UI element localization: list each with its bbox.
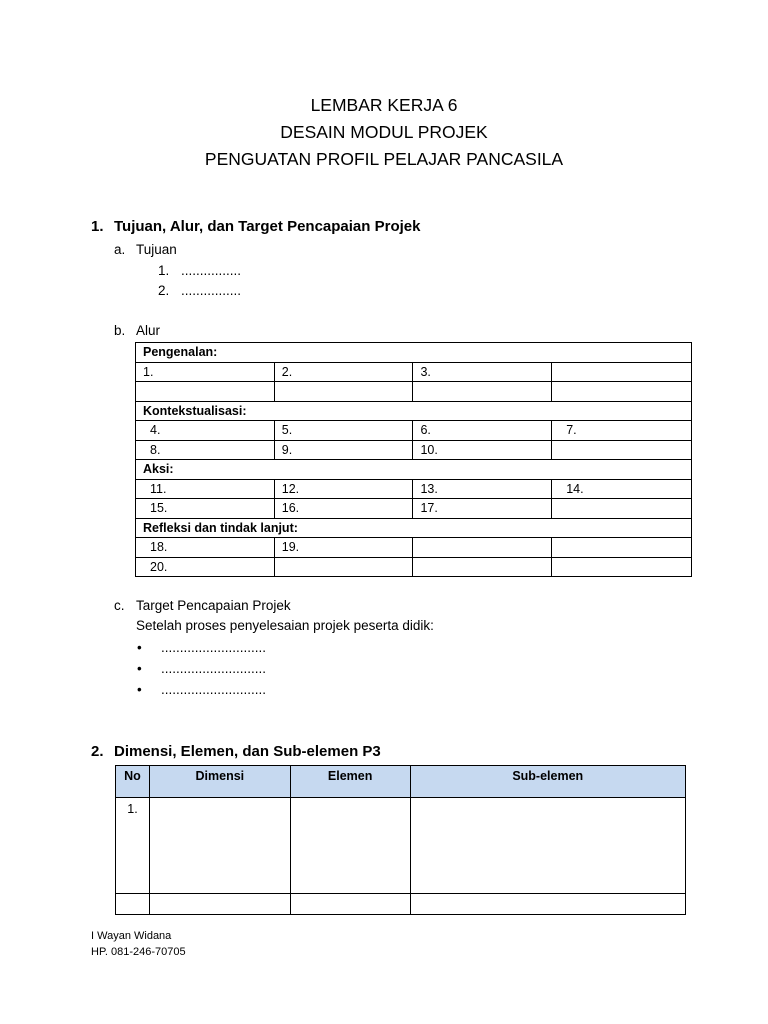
footer-name: I Wayan Widana xyxy=(91,930,172,942)
subsection-a-label: Tujuan xyxy=(136,242,177,257)
footer-phone: HP. 081-246-70705 xyxy=(91,946,186,958)
alur-cell: 1. xyxy=(136,362,275,382)
alur-cell: 19. xyxy=(274,538,413,558)
alur-cell: 6. xyxy=(413,421,552,441)
alur-cell xyxy=(274,382,413,402)
alur-cell xyxy=(552,538,692,558)
empty-cell xyxy=(149,894,290,915)
target-bullet-2: ............................ xyxy=(161,661,267,676)
alur-cell: 18. xyxy=(136,538,275,558)
alur-cell: 4. xyxy=(136,421,275,441)
alur-cell: 5. xyxy=(274,421,413,441)
sub-elemen-cell xyxy=(410,798,685,894)
alur-cell xyxy=(552,382,692,402)
title-line-3: PENGUATAN PROFIL PELAJAR PANCASILA xyxy=(204,149,564,169)
column-header-no: No xyxy=(116,766,150,798)
title-line-2: DESAIN MODUL PROJEK xyxy=(280,122,488,142)
alur-section-aksi: Aksi: xyxy=(136,460,692,480)
target-bullet-3: ............................ xyxy=(161,682,267,697)
column-header-sub-elemen: Sub-elemen xyxy=(410,766,685,798)
alur-cell xyxy=(274,557,413,577)
alur-cell: 16. xyxy=(274,499,413,519)
alur-cell: 8. xyxy=(136,440,275,460)
alur-cell xyxy=(413,557,552,577)
column-header-elemen: Elemen xyxy=(290,766,410,798)
alur-cell: 7. xyxy=(552,421,692,441)
alur-cell xyxy=(413,538,552,558)
elemen-cell xyxy=(290,798,410,894)
column-header-dimensi: Dimensi xyxy=(149,766,290,798)
alur-cell: 12. xyxy=(274,479,413,499)
alur-cell: 3. xyxy=(413,362,552,382)
document-title xyxy=(0,92,768,173)
section-2-number: 2. xyxy=(91,743,104,760)
alur-cell: 2. xyxy=(274,362,413,382)
alur-cell xyxy=(413,382,552,402)
subsection-c-label: Target Pencapaian Projek xyxy=(136,598,291,613)
dimensi-table xyxy=(115,765,686,915)
bullet-icon: • xyxy=(137,661,142,676)
alur-section-pengenalan: Pengenalan: xyxy=(136,343,692,363)
alur-cell: 11. xyxy=(136,479,275,499)
bullet-icon: • xyxy=(137,640,142,655)
empty-cell xyxy=(116,894,150,915)
subsection-c-marker: c. xyxy=(114,598,125,613)
tujuan-item-1-number: 1. xyxy=(158,263,170,278)
alur-cell xyxy=(552,557,692,577)
target-bullet-1: ............................ xyxy=(161,640,267,655)
alur-cell: 14. xyxy=(552,479,692,499)
subsection-b-label: Alur xyxy=(136,323,161,338)
alur-cell xyxy=(552,440,692,460)
section-1-number: 1. xyxy=(91,218,104,235)
subsection-a-marker: a. xyxy=(114,242,126,257)
empty-cell xyxy=(290,894,410,915)
alur-cell: 10. xyxy=(413,440,552,460)
section-1-heading: Tujuan, Alur, dan Target Pencapaian Projek xyxy=(114,218,421,235)
bullet-icon: • xyxy=(137,682,142,697)
dimensi-cell xyxy=(149,798,290,894)
alur-section-refleksi: Refleksi dan tindak lanjut: xyxy=(136,518,692,538)
alur-section-kontekstualisasi: Kontekstualisasi: xyxy=(136,401,692,421)
alur-cell: 15. xyxy=(136,499,275,519)
section-2-heading: Dimensi, Elemen, dan Sub-elemen P3 xyxy=(114,743,381,760)
tujuan-item-1-text: ................ xyxy=(181,263,242,278)
target-intro: Setelah proses penyelesaian projek peserta didik: xyxy=(136,618,434,633)
alur-cell: 9. xyxy=(274,440,413,460)
alur-cell: 13. xyxy=(413,479,552,499)
tujuan-item-2-number: 2. xyxy=(158,283,170,298)
subsection-b-marker: b. xyxy=(114,323,126,338)
alur-cell xyxy=(552,362,692,382)
alur-cell xyxy=(552,499,692,519)
alur-cell: 17. xyxy=(413,499,552,519)
empty-cell xyxy=(410,894,685,915)
tujuan-item-2-text: ................ xyxy=(181,283,242,298)
alur-cell xyxy=(136,382,275,402)
title-line-1: LEMBAR KERJA 6 xyxy=(310,95,458,115)
row-number: 1. xyxy=(116,798,150,894)
alur-table xyxy=(135,342,692,577)
alur-cell: 20. xyxy=(136,557,275,577)
